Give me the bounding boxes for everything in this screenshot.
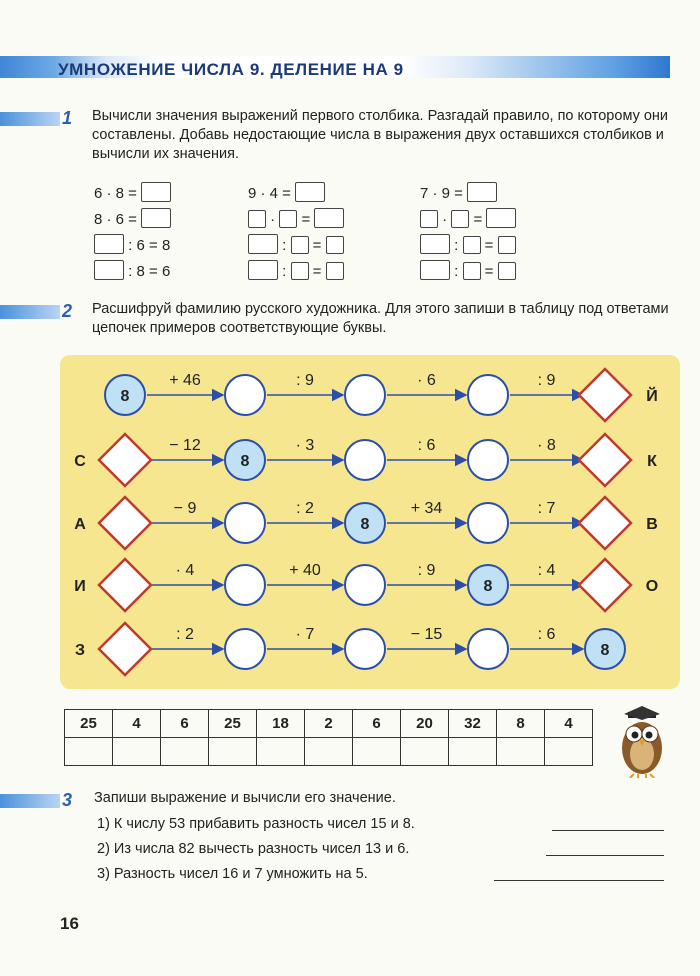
- left-letter: С: [74, 453, 86, 470]
- task1-col3-row1: 7 · 9 =: [420, 182, 497, 202]
- operation-label: : 6: [537, 626, 556, 643]
- chain-circle: [345, 565, 385, 605]
- chain-value: 8: [600, 642, 610, 659]
- chain-diamond: [579, 434, 631, 486]
- letter-cell[interactable]: [545, 738, 593, 766]
- operation-label: : 9: [296, 372, 314, 389]
- task1-col2-row2: · =: [248, 208, 344, 228]
- answer-cell: 20: [401, 710, 449, 738]
- task1-col2-row4: : =: [248, 260, 344, 280]
- answer-cell: 2: [305, 710, 353, 738]
- answer-line-1[interactable]: [552, 830, 664, 831]
- task-number-2: 2: [62, 301, 73, 321]
- left-letter: И: [74, 578, 86, 595]
- operation-label: : 9: [537, 372, 556, 389]
- answer-cell: 6: [353, 710, 401, 738]
- task1-col1-row1: 6 · 8 =: [94, 182, 171, 202]
- operation-label: − 15: [410, 626, 443, 643]
- chain-value: 8: [483, 578, 493, 595]
- answer-cell: 6: [161, 710, 209, 738]
- chain-diamond: [579, 559, 631, 611]
- left-letter: А: [74, 516, 86, 533]
- letter-cell[interactable]: [449, 738, 497, 766]
- chain-circle: [468, 503, 508, 543]
- chain-circle: [345, 629, 385, 669]
- task1-col3-row2: · =: [420, 208, 516, 228]
- letter-cell[interactable]: [65, 738, 113, 766]
- answer-line-3[interactable]: [494, 880, 664, 881]
- task1-col2-row3: : =: [248, 234, 344, 254]
- chain-circle: [468, 440, 508, 480]
- chain-value: 8: [240, 453, 250, 470]
- letter-cell[interactable]: [113, 738, 161, 766]
- operation-label: : 4: [537, 562, 556, 579]
- chain-diamond: [99, 434, 151, 486]
- task1-col3-row4: : =: [420, 260, 516, 280]
- chain-diamond: [99, 623, 151, 675]
- operation-label: · 7: [295, 626, 315, 643]
- chain-circle: [225, 503, 265, 543]
- task3-item-2: 2) Из числа 82 вычесть разность чисел 13 и 6.: [97, 841, 410, 857]
- task-number-3: 3: [62, 790, 73, 810]
- answer-cell: 18: [257, 710, 305, 738]
- chain-circle: [468, 375, 508, 415]
- task-marker-3: [0, 794, 60, 808]
- answer-cell: 8: [497, 710, 545, 738]
- page-number: 16: [60, 914, 79, 933]
- task1-col1-row3: : 6 = 8: [94, 234, 170, 254]
- operation-label: : 6: [417, 437, 436, 454]
- operation-label: − 9: [173, 500, 197, 517]
- operation-label: : 9: [417, 562, 436, 579]
- task-number-1: 1: [62, 108, 73, 128]
- chain-circle: [345, 375, 385, 415]
- chain-circle: [468, 629, 508, 669]
- chain-diamond: [579, 497, 631, 549]
- task2-text: Расшифруй фамилию русского художника. Для этого запиши в таблицу под ответами цепочек примеров соответствующие буквы.: [92, 301, 669, 336]
- answer-table: [64, 709, 593, 766]
- chain-circle: [225, 565, 265, 605]
- letter-cell[interactable]: [257, 738, 305, 766]
- chain-value: 8: [120, 388, 130, 405]
- page-title: УМНОЖЕНИЕ ЧИСЛА 9. ДЕЛЕНИЕ НА 9: [58, 60, 404, 79]
- right-letter: В: [646, 516, 658, 533]
- operation-label: + 34: [410, 500, 443, 517]
- chain-circle: [225, 375, 265, 415]
- chain-diamond: [99, 559, 151, 611]
- task1-text: Вычисли значения выражений первого столбика. Разгадай правило, по которому они составлены. Добавь недостающие числа в выражения двух оставшихся столбиков и вычисли их значения.: [92, 108, 669, 162]
- letter-cell[interactable]: [353, 738, 401, 766]
- task1-col1-row4: : 8 = 6: [94, 260, 170, 280]
- task1-col2-row1: 9 · 4 =: [248, 182, 325, 202]
- chain-diamond: [579, 369, 631, 421]
- operation-label: − 12: [169, 437, 201, 454]
- letter-cell[interactable]: [497, 738, 545, 766]
- owl-icon: [610, 700, 674, 778]
- letter-cell[interactable]: [305, 738, 353, 766]
- operation-label: · 6: [417, 372, 436, 389]
- chain-circle: [225, 629, 265, 669]
- task1-col3-row3: : =: [420, 234, 516, 254]
- answer-cell: 25: [65, 710, 113, 738]
- right-letter: К: [647, 453, 657, 470]
- answer-cell: 25: [209, 710, 257, 738]
- left-letter: З: [74, 642, 86, 659]
- operation-label: : 2: [176, 626, 194, 643]
- operation-label: + 40: [289, 562, 321, 579]
- answer-line-2[interactable]: [546, 855, 664, 856]
- operation-label: · 8: [537, 437, 556, 454]
- chain-circle: [345, 440, 385, 480]
- operation-label: · 4: [175, 562, 195, 579]
- chain-diamond: [99, 497, 151, 549]
- letter-cell[interactable]: [209, 738, 257, 766]
- answer-cell: 4: [545, 710, 593, 738]
- chain-value: 8: [360, 516, 370, 533]
- answer-cell: 32: [449, 710, 497, 738]
- letter-cell[interactable]: [161, 738, 209, 766]
- right-letter: Й: [646, 388, 658, 405]
- task3-text: Запиши выражение и вычисли его значение.: [94, 790, 396, 806]
- task3-item-3: 3) Разность чисел 16 и 7 умножить на 5.: [97, 866, 368, 882]
- right-letter: О: [645, 578, 659, 595]
- letter-cell[interactable]: [401, 738, 449, 766]
- operation-label: : 7: [537, 500, 556, 517]
- task1-col1-row2: 8 · 6 =: [94, 208, 171, 228]
- operation-label: · 3: [295, 437, 315, 454]
- task3-item-1: 1) К числу 53 прибавить разность чисел 15 и 8.: [97, 816, 415, 832]
- operation-label: : 2: [296, 500, 314, 517]
- answer-cell: 4: [113, 710, 161, 738]
- operation-label: + 46: [169, 372, 201, 389]
